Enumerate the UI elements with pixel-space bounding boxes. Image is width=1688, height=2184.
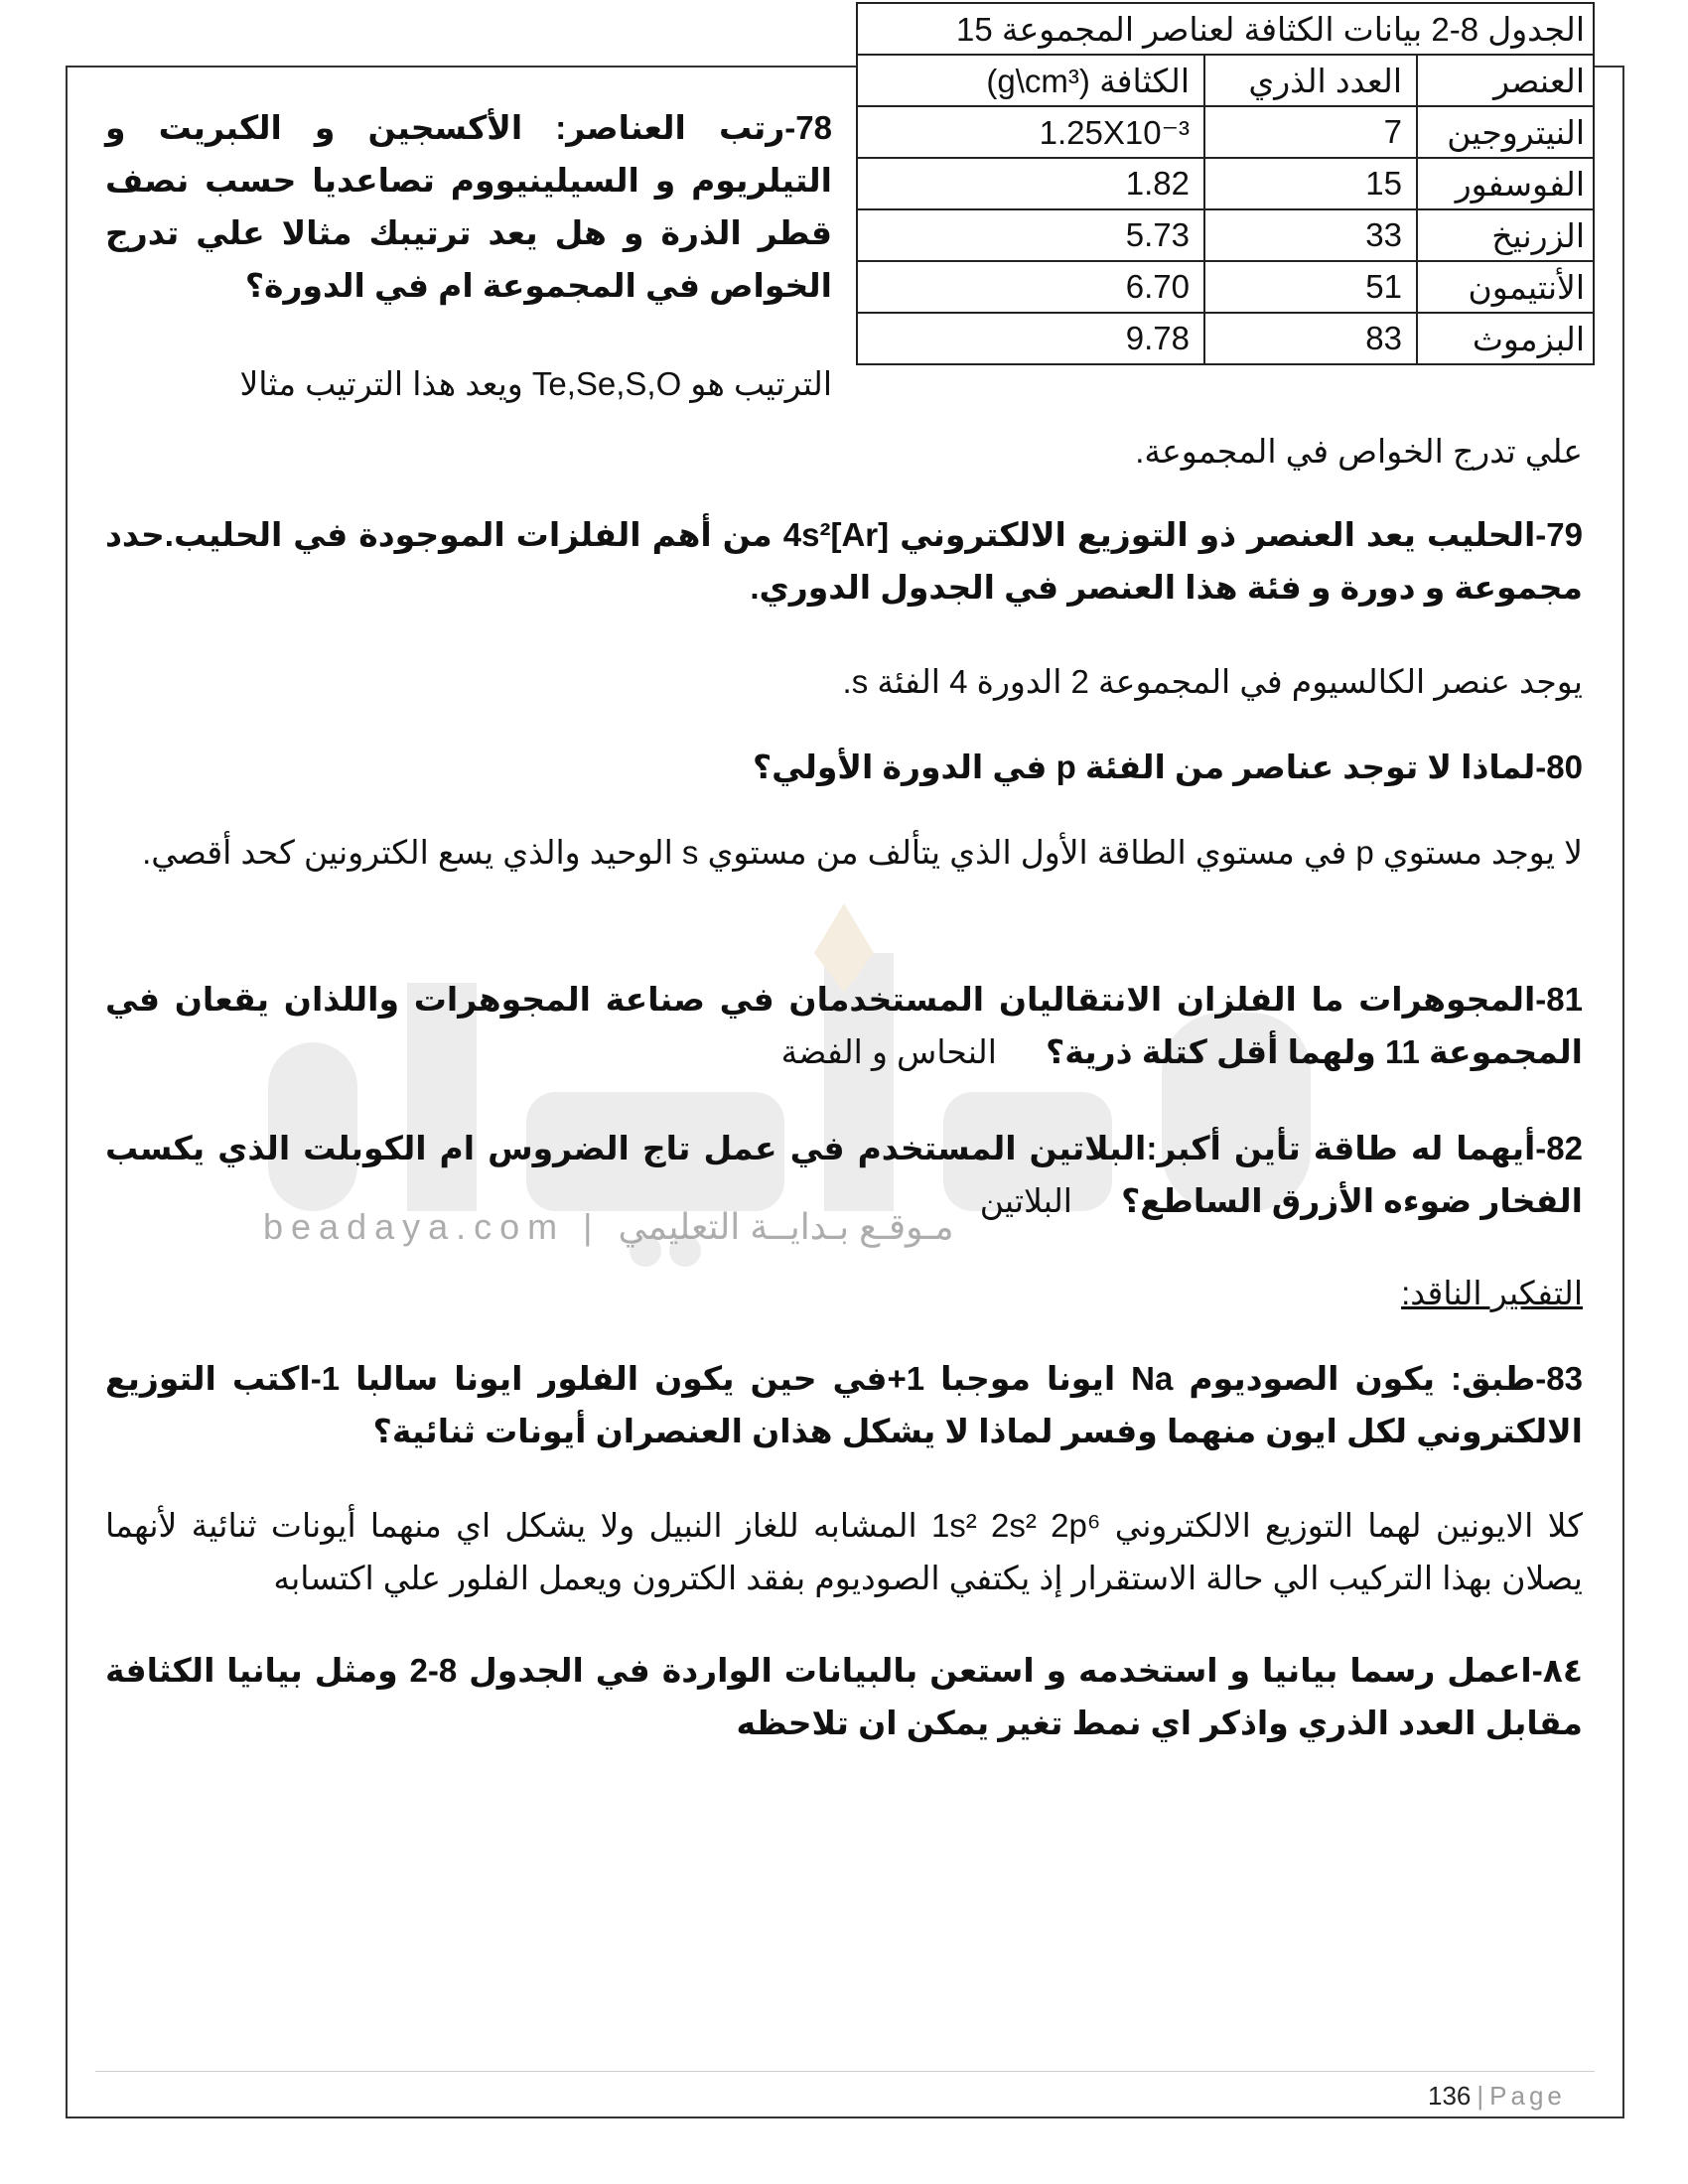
page-number: 136 bbox=[1428, 2081, 1472, 2111]
density-table bbox=[856, 2, 1595, 365]
element-cell: الأنتيمون bbox=[1417, 261, 1594, 313]
question-82-text: 82-أيهما له طاقة تأين أكبر:البلاتين المستخدم في عمل تاج الضروس ام الكوبلت الذي يكسب الفخار ضوءه الأزرق الساطع؟ bbox=[105, 1130, 1583, 1219]
critical-thinking-heading: التفكير الناقد: bbox=[1401, 1275, 1583, 1311]
answer-78-line2: علي تدرج الخواص في المجموعة. bbox=[1135, 433, 1583, 470]
density-cell: 5.73 bbox=[857, 209, 1204, 261]
table-row bbox=[857, 261, 1594, 313]
question-79: 79-الحليب يعد العنصر ذو التوزيع الالكتروني [Ar]4s² من أهم الفلزات الموجودة في الحليب.حدد مجموعة و دورة و فئة هذا العنصر في الجدول الدوري. bbox=[105, 516, 1583, 606]
answer-80: لا يوجد مستوي p في مستوي الطاقة الأول الذي يتألف من مستوي s الوحيد والذي يسع الكترونين كحد أقصي. bbox=[142, 834, 1583, 871]
table-header-row bbox=[857, 55, 1594, 106]
density-cell: 1.82 bbox=[857, 158, 1204, 209]
atomic-number-cell: 33 bbox=[1204, 209, 1417, 261]
answer-79: يوجد عنصر الكالسيوم في المجموعة 2 الدورة 4 الفئة s. bbox=[842, 663, 1583, 700]
question-78: 78-رتب العناصر: الأكسجين و الكبريت و التيلريوم و السيلينيووم تصاعديا حسب نصف قطر الذرة و هل يعد ترتيبك مثالا علي تدرج الخواص في المجموعة ام في الدورة؟ bbox=[105, 109, 832, 304]
element-cell: الزرنيخ bbox=[1417, 209, 1594, 261]
question-82 bbox=[105, 1122, 1583, 1227]
answer-78-line1: الترتيب هو Te,Se,S,O ويعد هذا الترتيب مثالا bbox=[239, 365, 832, 402]
table-caption: الجدول 8-2 بيانات الكثافة لعناصر المجموعة 15 bbox=[857, 3, 1594, 55]
density-cell: 9.78 bbox=[857, 313, 1204, 364]
footer-divider bbox=[95, 2071, 1595, 2072]
answer-81: النحاس و الفضة bbox=[780, 1033, 997, 1070]
question-84: ٨٤-اعمل رسما بيانيا و استخدمه و استعن بالبيانات الواردة في الجدول 8-2 ومثل بيانيا الكثافة مقابل العدد الذري واذكر اي نمط تغير يمكن ان تلاحظه bbox=[105, 1652, 1583, 1741]
header-element: العنصر bbox=[1417, 55, 1594, 106]
atomic-number-cell: 15 bbox=[1204, 158, 1417, 209]
table-row bbox=[857, 313, 1594, 364]
atomic-number-cell: 83 bbox=[1204, 313, 1417, 364]
element-cell: الفوسفور bbox=[1417, 158, 1594, 209]
page-footer: 136 | Page bbox=[1428, 2081, 1566, 2111]
question-83: 83-طبق: يكون الصوديوم Na ايونا موجبا 1+في حين يكون الفلور ايونا سالبا 1-اكتب التوزيع الالكتروني لكل ايون منهما وفسر لماذا لا يشكل هذان العنصران أيونات ثنائية؟ bbox=[105, 1360, 1583, 1449]
density-cell: 1.25X10⁻³ bbox=[857, 106, 1204, 158]
answer-82: البلاتين bbox=[979, 1182, 1072, 1219]
question-81-text: 81-المجوهرات ما الفلزان الانتقاليان المستخدمان في صناعة المجوهرات واللذان يقعان في المجموعة 11 ولهما أقل كتلة ذرية؟ bbox=[105, 981, 1583, 1070]
atomic-number-cell: 51 bbox=[1204, 261, 1417, 313]
table-row bbox=[857, 106, 1594, 158]
atomic-number-cell: 7 bbox=[1204, 106, 1417, 158]
density-cell: 6.70 bbox=[857, 261, 1204, 313]
page-label: Page bbox=[1489, 2081, 1566, 2111]
header-atomic-number: العدد الذري bbox=[1204, 55, 1417, 106]
question-80: 80-لماذا لا توجد عناصر من الفئة p في الدورة الأولي؟ bbox=[752, 749, 1583, 785]
element-cell: النيتروجين bbox=[1417, 106, 1594, 158]
table-row bbox=[857, 158, 1594, 209]
table-row bbox=[857, 209, 1594, 261]
element-cell: البزموث bbox=[1417, 313, 1594, 364]
question-81 bbox=[105, 973, 1583, 1078]
header-density: الكثافة (g\cm³) bbox=[857, 55, 1204, 106]
answer-83: كلا الايونين لهما التوزيع الالكتروني 1s² 2s² 2p⁶ المشابه للغاز النبيل ولا يشكل اي منهما أيونات ثنائية لأنهما يصلان بهذا التركيب الي حالة الاستقرار إذ يكتفي الصوديوم بفقد الكترون ويعمل الفلور علي اكتسابه bbox=[105, 1507, 1584, 1596]
watermark-text: beadaya.com | مـوقـع بـدايــة التعليمي bbox=[263, 1206, 954, 1247]
